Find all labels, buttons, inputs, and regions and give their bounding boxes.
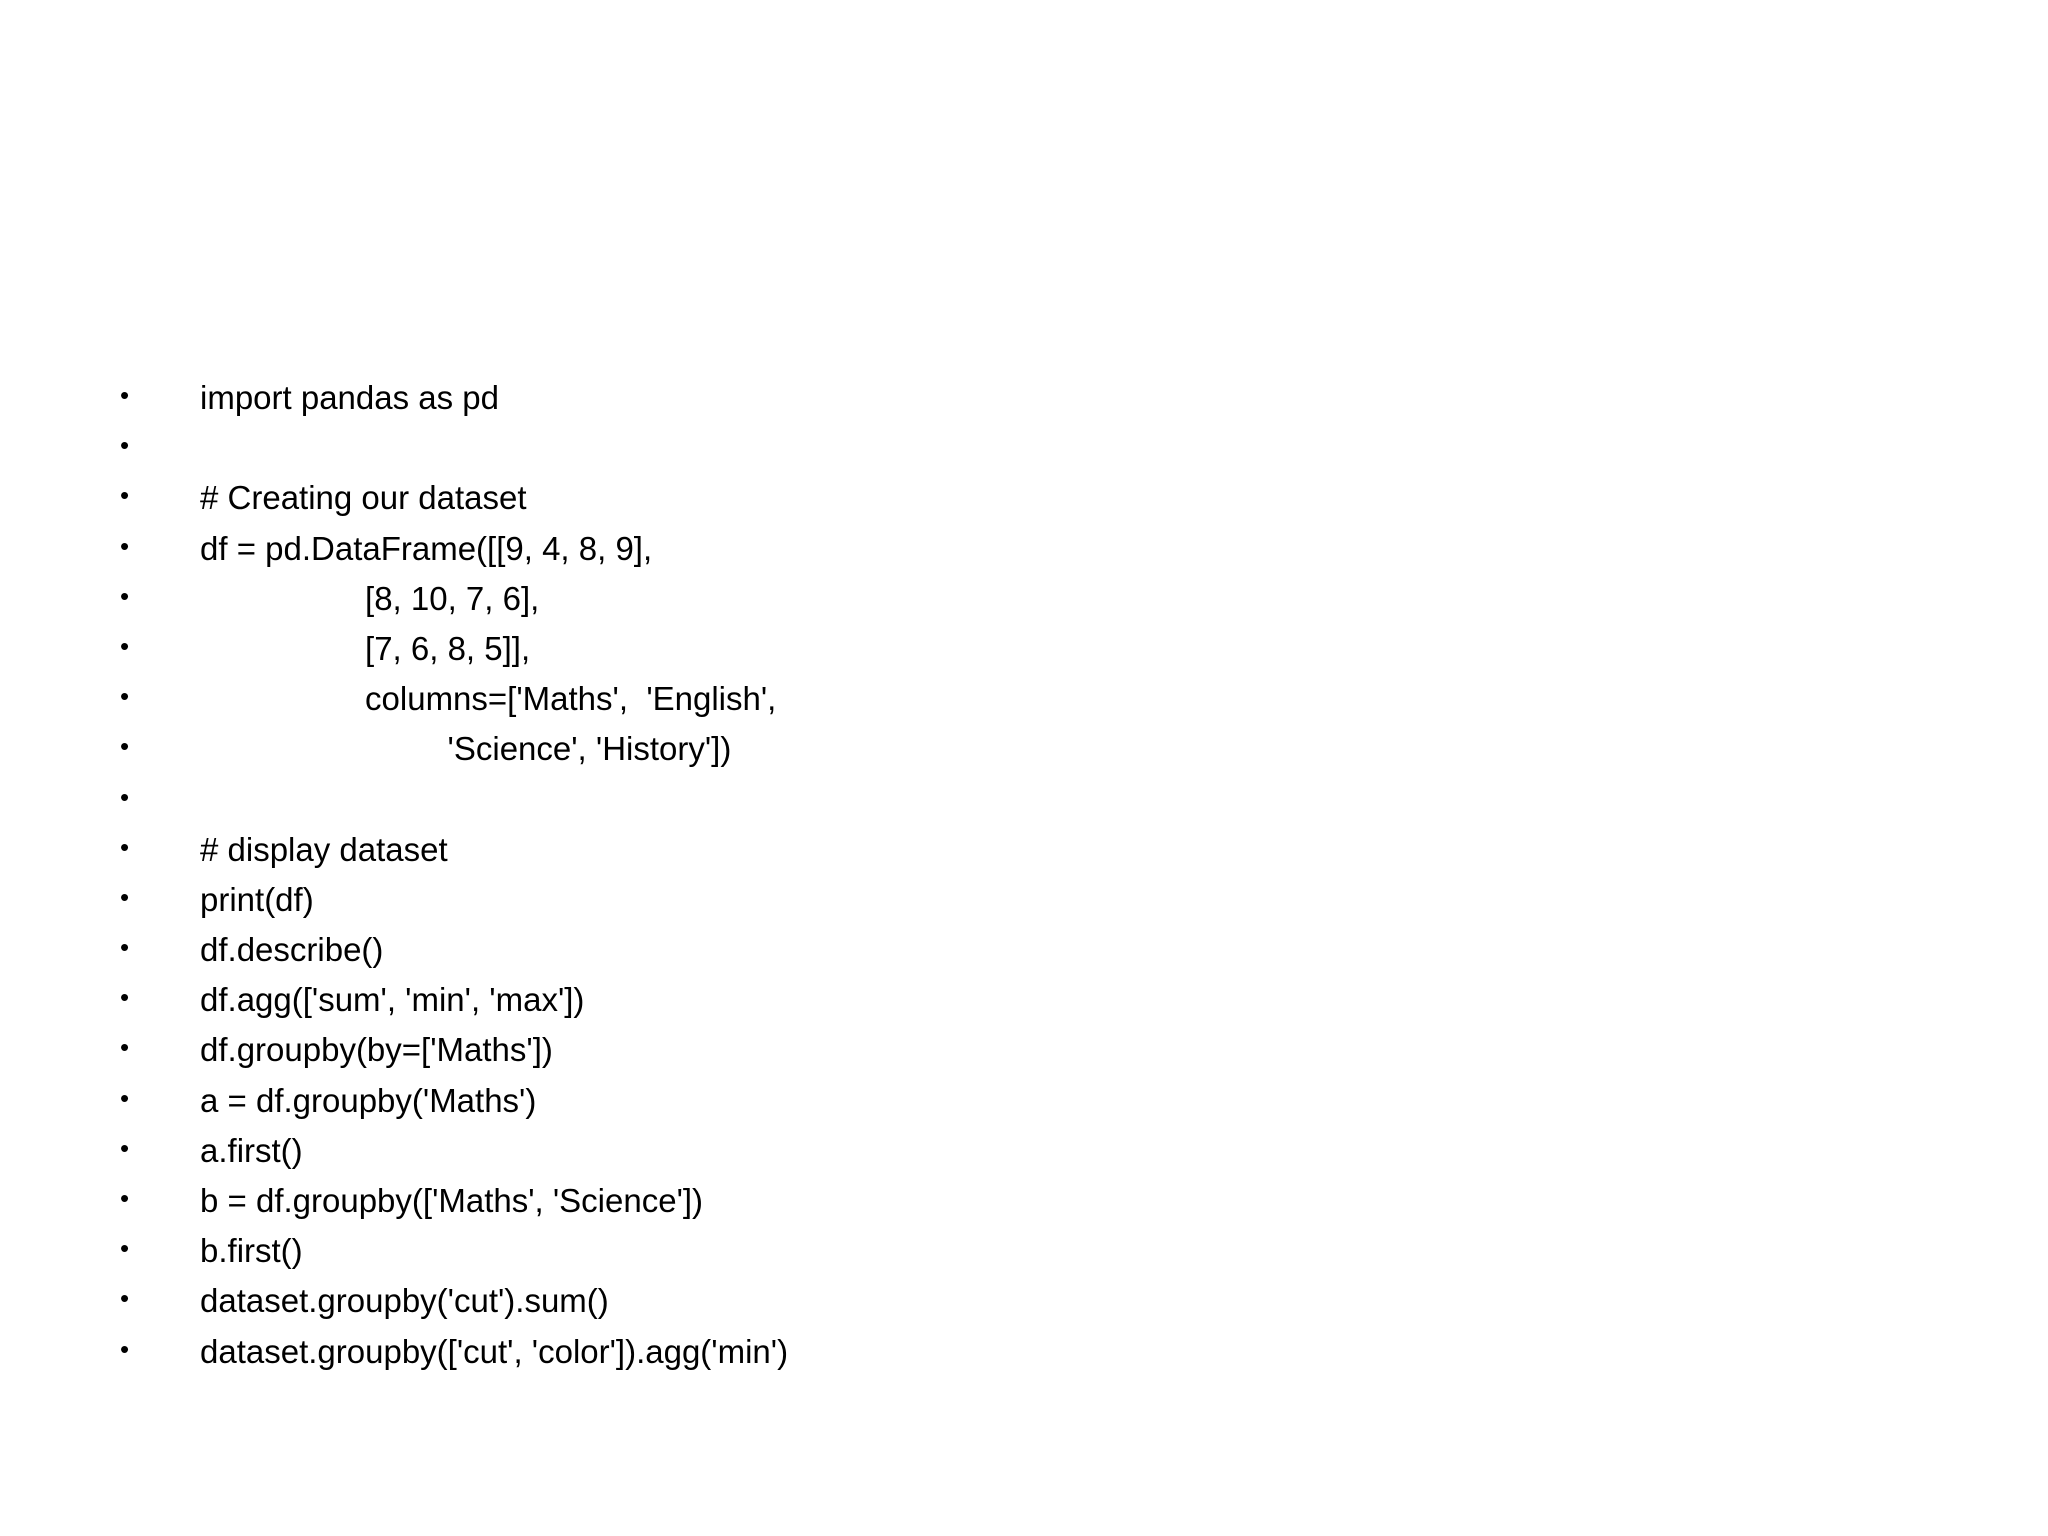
bullet-icon: • — [120, 1183, 130, 1213]
code-line: b = df.groupby(['Maths', 'Science']) — [200, 1182, 704, 1219]
bullet-icon: • — [120, 1032, 130, 1063]
code-line: [8, 10, 7, 6], — [200, 579, 540, 617]
bullet-icon: • — [120, 530, 130, 561]
bullet-icon: • — [120, 630, 130, 661]
code-line: df.groupby(by=['Maths']) — [200, 1031, 553, 1069]
bullet-icon: • — [120, 681, 130, 712]
bullet-icon: • — [120, 1082, 130, 1113]
bullet-icon: • — [120, 480, 130, 511]
bullet-icon: • — [120, 781, 130, 812]
code-line: # Creating our dataset — [200, 479, 527, 517]
code-line: 'Science', 'History']) — [200, 730, 732, 768]
code-line: dataset.groupby('cut').sum() — [200, 1282, 609, 1320]
code-line: [7, 6, 8, 5]], — [200, 629, 531, 667]
bullet-icon: • — [120, 881, 130, 912]
code-line: dataset.groupby(['cut', 'color']).agg('min') — [200, 1332, 789, 1370]
bullet-icon: • — [120, 380, 130, 410]
code-line: df = pd.DataFrame([[9, 4, 8, 9], — [200, 529, 653, 567]
bullet-icon: • — [120, 932, 130, 963]
bullet-icon: • — [120, 1132, 130, 1163]
code-line: import pandas as pd — [200, 379, 500, 416]
code-line: df.describe() — [200, 931, 384, 969]
code-line: columns=['Maths', 'English', — [200, 680, 777, 718]
code-line: a = df.groupby('Maths') — [200, 1081, 537, 1119]
code-line: df.agg(['sum', 'min', 'max']) — [200, 981, 585, 1019]
code-line: print(df) — [200, 880, 314, 918]
bullet-icon: • — [120, 1233, 130, 1264]
code-line: b.first() — [200, 1232, 303, 1270]
bullet-icon: • — [120, 731, 130, 762]
bullet-icon: • — [120, 1333, 130, 1364]
bullet-icon: • — [120, 430, 130, 461]
bullet-icon: • — [120, 1283, 130, 1314]
bullet-icon: • — [120, 982, 130, 1013]
code-line: a.first() — [200, 1131, 303, 1169]
code-line: # display dataset — [200, 830, 448, 868]
bullet-icon: • — [120, 580, 130, 611]
bullet-icon: • — [120, 831, 130, 862]
